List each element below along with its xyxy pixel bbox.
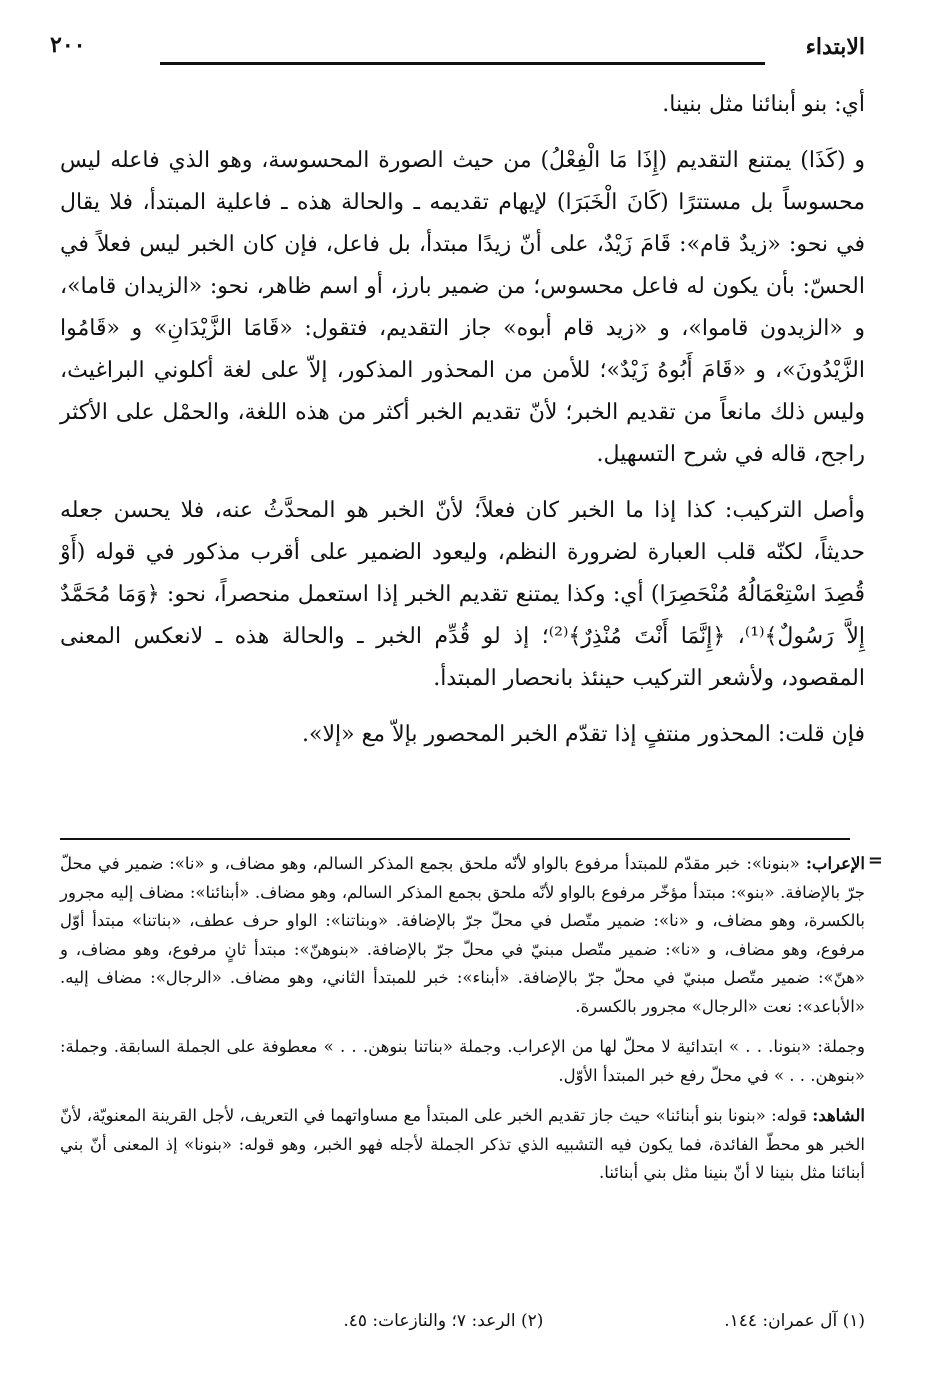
paragraph-2: و (كَذَا) يمتنع التقديم (إِذَا مَا الْفِعْلُ) من حيث الصورة المحسوسة، وهو الذي فاعله ليس محسوساً بل مستترًا (كَانَ الْخَبَرَا) لإيهام تقديمه ـ والحالة هذه ـ فاعلية المبتدأ، فلا يقال في نحو: «زيدٌ قام»: قَامَ زَيْدٌ، على أنّ زيدًا مبتدأ، بل فاعل، فإن كان الخبر ليس فعلاً في الحسّ: بأن يكون له فاعل محسوس؛ من ضمير بارز، أو اسم ظاهر، نحو: «الزيدان قاما»، و «الزيدون قاموا»، و «زيد قام أبوه» جاز التقديم، فتقول: «قَامَا الزَّيْدَانِ» و «قَامُوا الزَّيْدُونَ»، و «قَامَ أَبُوهُ زَيْدٌ»؛ للأمن من المحذور المذكور، إلاّ على لغة أكلوني البراغيث، وليس ذلك مانعاً من تقديم الخبر؛ لأنّ تقديم الخبر أكثر من هذه اللغة، والحمْل على الأكثر راجح، قاله في شرح التسهيل. [60, 148, 865, 467]
irab-label: الإعراب: [805, 854, 865, 873]
page-header [50, 28, 865, 74]
main-text [60, 84, 865, 756]
header-rule [160, 62, 765, 65]
note-gap [60, 1090, 865, 1102]
footnotes [60, 1307, 865, 1335]
paragraph-gap [60, 700, 865, 714]
paragraph-gap [60, 126, 865, 140]
sentences-note: وجملة: «بنونا. . . » ابتدائية لا محلّ لها من الإعراب. وجملة «بناتنا بنوهن. . . » معطوفة على الجملة السابقة. وجملة: «بنوهن. . . » في محلّ رفع خبر المبتدأ الأوّل. [60, 1037, 865, 1085]
chapter-title: الابتداء [805, 34, 865, 60]
footnote-divider [60, 838, 850, 840]
grammar-notes [60, 850, 865, 1188]
irab-text: «بنونا»: خبر مقدّم للمبتدأ مرفوع بالواو لأنّه ملحق بجمع المذكر السالم، وهو مضاف، و «نا»: ضمير في محلّ جرّ بالإضافة. «بنو»: مبتدأ مؤخّر مرفوع بالواو لأنّه ملحق بجمع المذكر السالم، وهو مضاف. «أبنائنا»: مضاف إليه مجرور بالكسرة، وهو مضاف، و «نا»: ضمير متّصل في محلّ جرّ بالإضافة. «وبناتنا»: الواو حرف عطف، «بناتنا» مبتدأ أوّل مرفوع، وهو مضاف، و «نا»: ضمير متّصل مبنيّ في محلّ جرّ بالإضافة. «بنوهنّ»: مبتدأ ثانٍ مرفوع، وهو مضاف، و «هنّ»: ضمير متّصل مبنيّ في محلّ جرّ بالإضافة. «أبناء»: خبر للمبتدأ الثاني، وهو مضاف. «الرجال»: مضاف إليه. «الأباعد»: نعت «الرجال» مجرور بالكسرة. [60, 854, 865, 1016]
continuation-marker: = [867, 850, 883, 871]
shahid-label: الشاهد: [812, 1106, 865, 1125]
paragraph-1: أي: بنو أبنائنا مثل بنينا. [662, 92, 865, 117]
paragraph-4: فإن قلت: المحذور منتفٍ إذا تقدّم الخبر المحصور بإلاّ مع «إلا». [302, 722, 865, 747]
paragraph-gap [60, 476, 865, 490]
note-gap [60, 1021, 865, 1033]
shahid-text: قوله: «بنونا بنو أبنائنا» حيث جاز تقديم الخبر على المبتدأ مع مساواتهما في التعريف، لأجل القرينة المعنويّة، لأنّ الخبر هو محطّ الفائدة، فما يكون فيه التشبيه الذي تذكر الجملة لأجله فهو الخبر، وهو قوله: «بنونا» إذ المعنى أنّ بني أبنائنا مثل بنينا لا أنّ بنينا مثل بني أبنائنا. [60, 1106, 865, 1182]
page-number: ٢٠٠ [50, 32, 86, 58]
paragraph-3: وأصل التركيب: كذا إذا ما الخبر كان فعلاً؛ لأنّ الخبر هو المحدَّثُ عنه، فلا يحسن جعله حديثاً، لكنّه قلب العبارة لضرورة النظم، وليعود الضمير على أقرب مذكور في قوله (أَوْ قُصِدَ اسْتِعْمَالُهُ مُنْحَصِرَا) أي: وكذا يمتنع تقديم الخبر إذا استعمل منحصراً، نحو: ﴿وَمَا مُحَمَّدٌ إِلاَّ رَسُولٌ﴾⁽¹⁾، ﴿إِنَّمَا أَنْتَ مُنْذِرٌ﴾⁽²⁾؛ إذ لو قُدِّم الخبر ـ والحالة هذه ـ لانعكس المعنى المقصود، ولأشعر التركيب حينئذ بانحصار المبتدأ. [60, 498, 866, 691]
irab-note [60, 850, 865, 1021]
footnote-1: (١) آل عمران: ١٤٤. [724, 1311, 865, 1331]
shahid-note [60, 1102, 865, 1188]
footnote-2: (٢) الرعد: ٧؛ والنازعات: ٤٥. [343, 1311, 544, 1331]
